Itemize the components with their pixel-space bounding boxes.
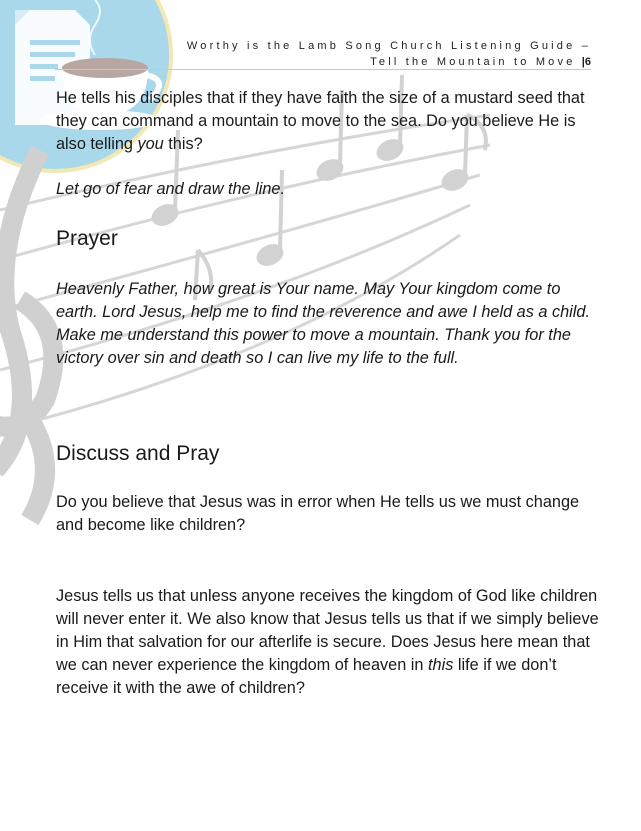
intro-text-end: this?	[163, 135, 203, 153]
header-separator: |	[581, 56, 585, 68]
intro-emphasis: you	[137, 135, 164, 153]
question2-text: Jesus tells us that unless anyone receives the kingdom of God like children will never enter it. We also know that Jesus tells us that if we simply believe in Him that salvation for our afterlife is secure. Does Jesus here mean that we can never experience the kingdom of heaven in	[56, 587, 599, 674]
page-header	[187, 38, 591, 70]
page-number: 6	[584, 56, 591, 68]
header-title-line1: Worthy is the Lamb Song Church Listening Guide –	[186, 40, 591, 52]
header-title-line2	[187, 54, 591, 70]
prayer-heading: Prayer	[56, 227, 118, 250]
prayer-text: Heavenly Father, how great is Your name. May Your kingdom come to earth. Lord Jesus, help me to find the reverence and awe I held as a child. Make me understand this power to move a mountain. Thank you for the victory over sin and death so I can live my life to the full.	[56, 280, 590, 367]
header-divider	[55, 69, 591, 70]
discuss-question-1: Do you believe that Jesus was in error when He tells us we must change and become like children?	[56, 493, 580, 534]
treble-clef-icon	[0, 150, 53, 520]
discuss-heading: Discuss and Pray	[56, 442, 220, 465]
discuss-question-2	[56, 585, 601, 700]
intro-paragraph	[56, 87, 601, 156]
tagline: Let go of fear and draw the line.	[56, 180, 285, 198]
intro-text: He tells his disciples that if they have faith the size of a mustard seed that they can command a mountain to move to the sea. Do you believe He is also telling	[56, 89, 585, 153]
question2-text-end: life if we don’t receive it with the awe of children?	[56, 656, 557, 697]
question2-emphasis: this	[428, 656, 454, 674]
header-subtitle: Tell the Mountain to Move	[370, 56, 576, 68]
